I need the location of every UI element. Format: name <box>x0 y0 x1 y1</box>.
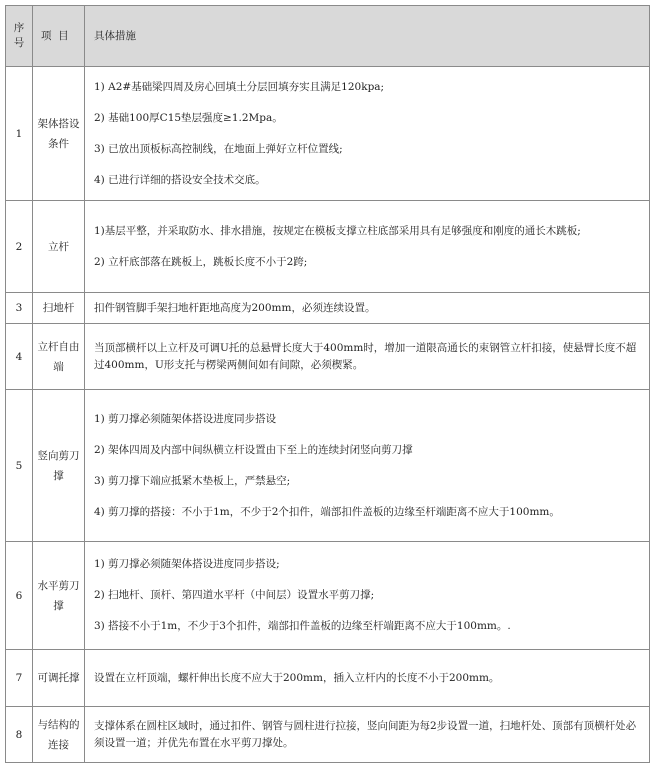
table-row <box>6 324 650 390</box>
header-no <box>6 6 33 67</box>
table-body <box>6 67 650 763</box>
row-project: 架体搭设条件 <box>33 67 85 201</box>
table-row <box>6 201 650 293</box>
row-project: 与结构的连接 <box>33 707 85 763</box>
table-row <box>6 390 650 542</box>
measure-line: 2) 立杆底部落在跳板上，跳板长度不小于2跨; <box>94 255 308 268</box>
row-measures <box>85 293 650 324</box>
header-measures: 具体措施 <box>85 6 650 67</box>
measure-line: 1) 剪刀撑必须随架体搭设进度同步搭设; <box>94 558 280 570</box>
row-number: 8 <box>6 707 33 763</box>
table-row <box>6 293 650 324</box>
row-project: 立杆自由端 <box>33 324 85 390</box>
row-project: 水平剪刀撑 <box>33 542 85 650</box>
measure-line: 3) 已放出顶板标高控制线，在地面上弹好立杆位置线; <box>94 142 343 155</box>
measure-line: 3) 搭接不小于1m，不少于3个扣件，端部扣件盖板的边缘至杆端距离不应大于100mm。. <box>94 620 511 632</box>
header-no-char-2: 号 <box>13 37 25 49</box>
table-row <box>6 650 650 707</box>
row-project: 扫地杆 <box>33 293 85 324</box>
measure-line: 设置在立杆顶端，螺杆伸出长度不应大于200mm，插入立杆内的长度不小于200mm。 <box>94 671 500 684</box>
measure-line: 2) 架体四周及内部中间纵横立杆设置由下至上的连续封闭竖向剪刀撑 <box>94 443 413 456</box>
row-number: 2 <box>6 201 33 293</box>
row-number: 1 <box>6 67 33 201</box>
row-project: 竖向剪刀撑 <box>33 390 85 542</box>
row-project: 立杆 <box>33 201 85 293</box>
row-measures <box>85 650 650 707</box>
measure-line: 扣件钢管脚手架扫地杆距地高度为200mm，必须连续设置。 <box>94 301 376 314</box>
measure-line: 1)基层平整，并采取防水、排水措施，按规定在模板支撑立柱底部采用具有足够强度和刚度的通长木跳板; <box>94 224 581 237</box>
table-row <box>6 67 650 201</box>
measure-line: 4) 剪刀撑的搭接：不小于1m，不少于2个扣件，端部扣件盖板的边缘至杆端距离不应大于100mm。 <box>94 505 560 518</box>
row-number: 5 <box>6 390 33 542</box>
row-project: 可调托撑 <box>33 650 85 707</box>
row-measures <box>85 390 650 542</box>
row-measures <box>85 324 650 390</box>
row-number: 6 <box>6 542 33 650</box>
measure-line: 4) 已进行详细的搭设安全技术交底。 <box>94 173 266 186</box>
header-no-char-1: 序 <box>13 22 25 34</box>
row-number: 4 <box>6 324 33 390</box>
measure-line: 2) 基础100厚C15垫层强度≥1.2Mpa。 <box>94 111 283 124</box>
measure-line: 当顶部横杆以上立杆及可调U托的总悬臂长度大于400mm时，增加一道限高通长的束钢管立杆扣接，使悬臂长度不超过400mm，U形支托与楞梁两侧间如有间隙，必须楔紧。 <box>94 341 637 371</box>
table-row <box>6 542 650 650</box>
measure-line: 2) 扫地杆、顶杆、第四道水平杆（中间层）设置水平剪刀撑; <box>94 589 375 601</box>
construction-measures-table <box>5 5 650 763</box>
header-project: 项 目 <box>33 6 85 67</box>
row-number: 7 <box>6 650 33 707</box>
row-measures <box>85 542 650 650</box>
measure-line: 1) 剪刀撑必须随架体搭设进度同步搭设 <box>94 412 277 425</box>
row-number: 3 <box>6 293 33 324</box>
measure-line: 3) 剪刀撑下端应抵紧木垫板上，严禁悬空; <box>94 474 291 487</box>
row-measures <box>85 707 650 763</box>
row-measures <box>85 201 650 293</box>
table-header-row <box>6 6 650 67</box>
table-row <box>6 707 650 763</box>
measure-line: 支撑体系在圆柱区域时，通过扣件、钢管与圆柱进行拉接，竖向间距为每2步设置一道，扫地杆处、顶部有顶横杆处必须设置一道；并优先布置在水平剪刀撑处。 <box>94 719 637 749</box>
row-measures <box>85 67 650 201</box>
measure-line: 1) A2#基础梁四周及房心回填土分层回填夯实且满足120kpa; <box>94 80 385 93</box>
